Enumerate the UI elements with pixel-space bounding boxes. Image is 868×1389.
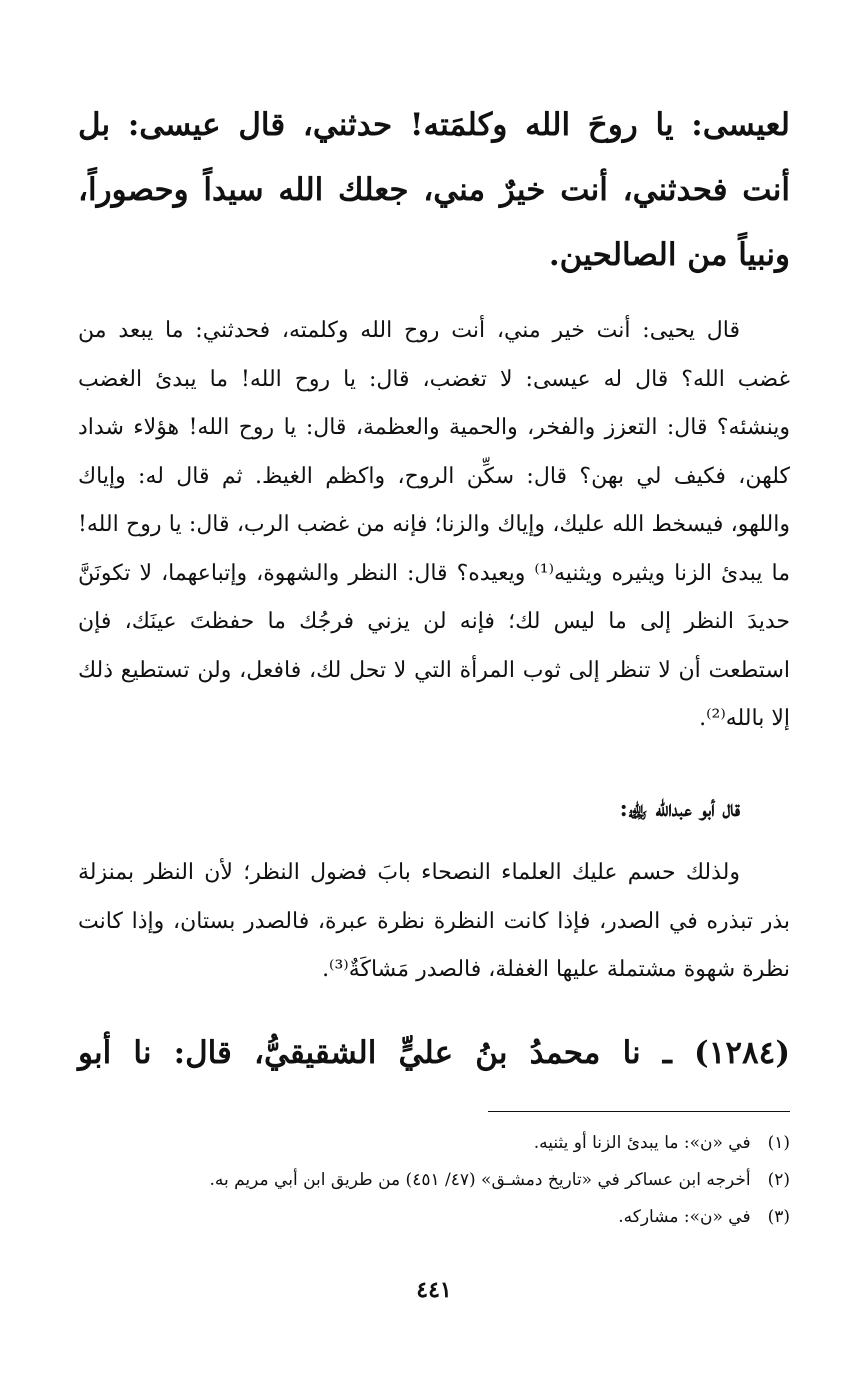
paragraph-commentary: ولذلك حسم عليك العلماء النصحاء بابَ فضول النظر؛ لأن النظر بمنزلة بذر تبذره في الصدر، فإذا كانت النظرة نظرة عبرة، فالصدر بستان، وإذا كانت نظرة شهوة مشتملة عليها الغفلة، فالصدر مَشاكَةٌ⁽³⁾. — [78, 860, 790, 982]
footnote-number: (١) — [767, 1133, 790, 1153]
footnote-text: في «ن»: مشاركه. — [618, 1207, 751, 1227]
footnote — [78, 1125, 790, 1162]
footnote-text: أخرجه ابن عساكر في «تاريخ دمشـق» (٤٧/ ٤٥١) من طريق ابن أبي مريم به. — [209, 1170, 751, 1190]
footnote-text: في «ن»: ما يبدئ الزنا أو يثنيه. — [533, 1133, 751, 1153]
footnote — [78, 1199, 790, 1236]
hadith-chain-start: (١٢٨٤) ـ نا محمدُ بنُ عليٍّ الشقيقيُّ، قال: نا أبو — [78, 1035, 790, 1071]
footnote-number: (٣) — [767, 1207, 790, 1227]
footnotes — [78, 1125, 790, 1236]
author-heading: قال أبو عبدالله ﵀: — [619, 796, 740, 822]
footnote-divider — [488, 1111, 790, 1112]
footnote — [78, 1162, 790, 1199]
page-number: ٤٤١ — [416, 1277, 452, 1303]
paragraph-continuation: لعيسى: يا روحَ الله وكلمَته! حدثني، قال عيسى: بل أنت فحدثني، أنت خيرٌ مني، جعلك الله سيداً وحصوراً، ونبياً من الصالحين. — [78, 107, 790, 273]
paragraph-yahya-dialogue: قال يحيى: أنت خير مني، أنت روح الله وكلمته، فحدثني: ما يبعد من غضب الله؟ قال له عيسى: لا تغضب، قال: يا روح الله! ما يبدئ الغضب وينشئه؟ قال: التعزز والفخر، والحمية والعظمة، قال: يا روح الله! هؤلاء شداد كلهن، فكيف لي بهن؟ قال: سكِّن الروح، واكظم الغيظ. ثم قال له: وإياك واللهو، فيسخط الله عليك، وإياك والزنا؛ فإنه من غضب الرب، قال: يا روح الله! ما يبدئ الزنا ويثيره ويثنيه⁽¹⁾ ويعيده؟ قال: النظر والشهوة، وإتباعهما، لا تكونَنَّ حديدَ النظر إلى ما ليس لك؛ فإنه لن يزني فرجُك ما حفظتَ عينَك، فإن استطعت أن لا تنظر إلى ثوب المرأة التي لا تحل لك، فافعل، ولن تستطيع ذلك إلا بالله⁽²⁾. — [78, 318, 790, 731]
footnote-number: (٢) — [767, 1170, 790, 1190]
